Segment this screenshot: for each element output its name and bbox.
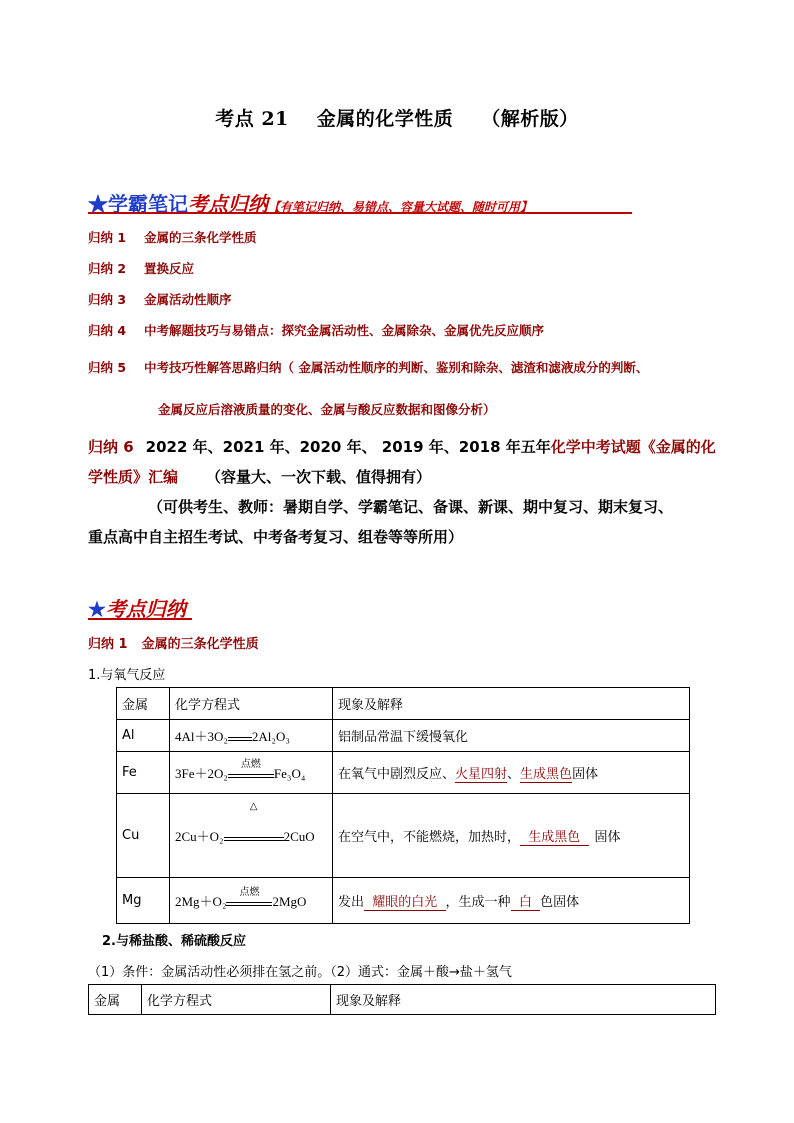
- toc-item-5: 归纳 5 中考技巧性解答思路归纳（ 金属活动性顺序的判断、鉴别和除杂、滤渣和滤液成分的判断、: [88, 360, 649, 375]
- page-title: 考点 21 金属的化学性质 （解析版）: [215, 108, 579, 130]
- table-header-row: 金属 化学方程式 现象及解释: [117, 688, 690, 720]
- equation: 2Cu＋O₂ △ 2CuO: [170, 794, 333, 878]
- equation: 4Al＋3O₂ 2Al₂O₃: [170, 720, 333, 752]
- star-icon: ★: [88, 597, 106, 621]
- star-icon: ★: [88, 192, 108, 216]
- toc-item-4: 归纳 4 中考解题技巧与易错点：探究金属活动性、金属除杂、金属优先反应顺序: [88, 323, 545, 338]
- toc-item-3: 归纳 3 金属活动性顺序: [88, 292, 232, 307]
- banner-underline: [88, 212, 632, 214]
- acid-reaction-table: [88, 984, 716, 1015]
- table-row: Fe 3Fe＋2O₂ 点燃 Fe₃O₄ 在氧气中剧烈反应、火星四射、生成黑色固体: [117, 752, 690, 794]
- acid-reaction-heading: 2.与稀盐酸、稀硫酸反应: [102, 934, 246, 949]
- section-heading: ★考点归纳: [88, 597, 186, 621]
- study-notes-banner: ★学霸笔记考点归纳【有笔记归纳、易错点、容量大试题、随时可用】: [88, 192, 533, 216]
- acid-reaction-condition: （1）条件：金属活动性必须排在氢之前。（2）通式：金属＋酸→盐＋氢气: [88, 965, 512, 980]
- table-row: Cu 2Cu＋O₂ △ 2CuO 在空气中，不能燃烧，加热时， 生成黑色 固体: [117, 794, 690, 878]
- toc-item-5-cont: 金属反应后溶液质量的变化、金属与酸反应数据和图像分析）: [158, 402, 496, 417]
- table-row: Mg 2Mg＋O₂ 点燃 2MgO 发出 耀眼的白光 ，生成一种 白 色固体: [117, 878, 690, 924]
- heat-triangle-icon: △: [249, 801, 258, 813]
- toc-item-1: 归纳 1 金属的三条化学性质: [88, 230, 257, 245]
- toc-item-6: 归纳 6 2022 年、2021 年、2020 年、 2019 年、2018 年五年化学中考试题《金属的化学性质》汇编 （容量大、一次下载、值得拥有） （可供考生、教师：暑期自学、学霸笔记、备课、新课、期中复习、期末复习、 重点高中自主招生考试、中考备考复习、组卷等等所用）: [88, 438, 716, 546]
- section-underline: [88, 618, 192, 620]
- equation: 2Mg＋O₂ 点燃 2MgO: [170, 878, 333, 924]
- equation: 3Fe＋2O₂ 点燃 Fe₃O₄: [170, 752, 333, 794]
- subsection-title: 归纳 1 金属的三条化学性质: [88, 637, 259, 652]
- oxygen-reaction-heading: 1.与氧气反应: [88, 668, 166, 683]
- table-row: Al 4Al＋3O₂ 2Al₂O₃ 铝制品常温下缓慢氧化: [117, 720, 690, 752]
- oxygen-reaction-table: [116, 687, 690, 924]
- table-header-row: 金属 化学方程式 现象及解释: [89, 985, 716, 1015]
- toc-item-2: 归纳 2 置换反应: [88, 261, 195, 276]
